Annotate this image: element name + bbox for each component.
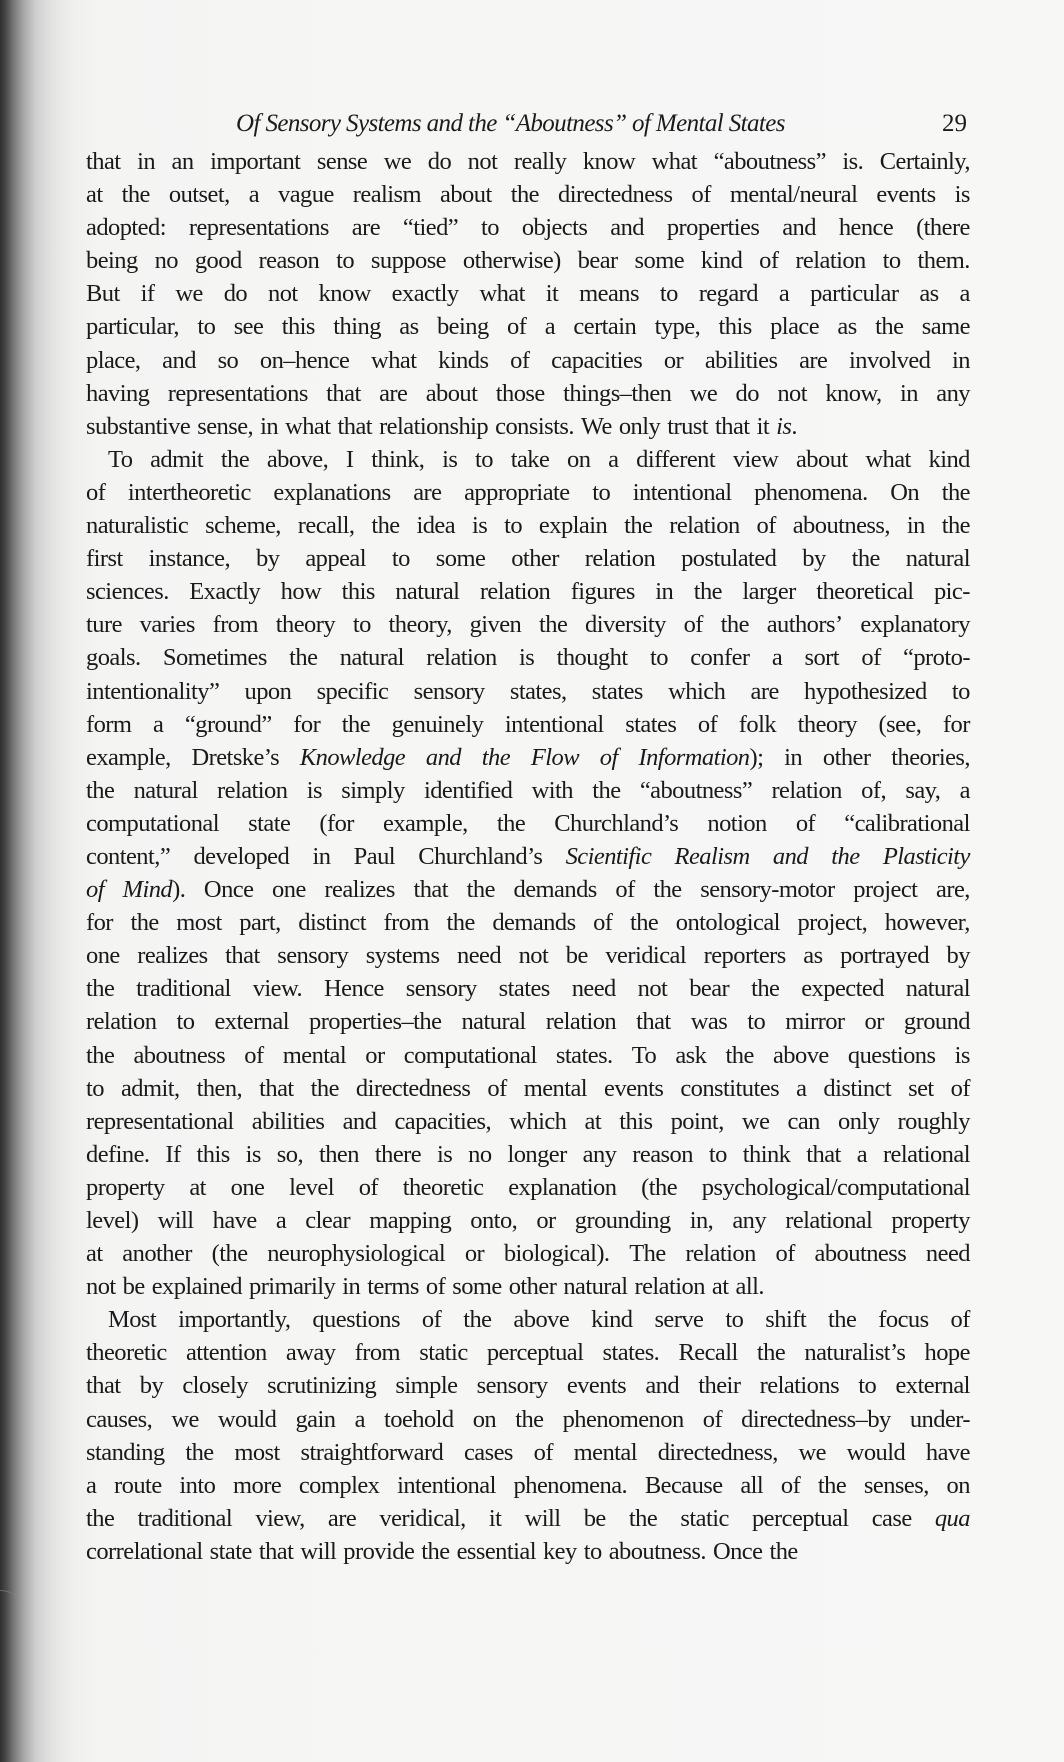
text-line: theoretic attention away from static perceptual states. Recall the naturalist’s hope <box>86 1339 970 1367</box>
text-line: one realizes that sensory systems need not be veridical reporters as portrayed by <box>86 942 970 970</box>
running-header <box>0 108 1064 144</box>
text-line: to admit, then, that the directedness of mental events constitutes a distinct set of <box>86 1074 970 1102</box>
text-line: particular, to see this thing as being of a certain type, this place as the same <box>86 313 970 341</box>
text-line: example, Dretske’s Knowledge and the Flow of Information); in other theories, <box>86 743 970 771</box>
text-line: property at one level of theoretic explanation (the psychological/computational <box>86 1173 970 1201</box>
text-line: that by closely scrutinizing simple sensory events and their relations to external <box>86 1372 970 1400</box>
body-text <box>86 145 970 1568</box>
paragraph-1 <box>86 145 970 443</box>
text-line: of Mind). Once one realizes that the demands of the sensory-motor project are, <box>86 876 970 904</box>
text-line: naturalistic scheme, recall, the idea is to explain the relation of aboutness, in the <box>86 512 970 540</box>
text-line: the natural relation is simply identified with the “aboutness” relation of, say, a <box>86 776 970 804</box>
text-line: causes, we would gain a toehold on the phenomenon of directedness–by under- <box>86 1405 970 1433</box>
text-line: representational abilities and capacities, which at this point, we can only roughly <box>86 1107 970 1135</box>
text-line: substantive sense, in what that relationship consists. We only trust that it is. <box>86 412 797 440</box>
text-line: standing the most straightforward cases of mental directedness, we would have <box>86 1438 970 1466</box>
text-line: goals. Sometimes the natural relation is thought to confer a sort of “proto- <box>86 644 970 672</box>
page-curl-mark <box>0 1590 26 1621</box>
text-line: correlational state that will provide the essential key to aboutness. Once the <box>86 1537 798 1565</box>
text-line: the traditional view, are veridical, it will be the static perceptual case qua <box>86 1504 970 1532</box>
text-line: But if we do not know exactly what it means to regard a particular as a <box>86 280 970 308</box>
text-line: at the outset, a vague realism about the directedness of mental/neural events is <box>86 181 970 209</box>
text-line: that in an important sense we do not really know what “aboutness” is. Certainly, <box>86 148 970 175</box>
text-line: computational state (for example, the Churchland’s notion of “calibrational <box>86 809 970 837</box>
text-line: first instance, by appeal to some other relation postulated by the natural <box>86 545 970 573</box>
running-title: Of Sensory Systems and the “Aboutness” of Mental States <box>236 110 785 137</box>
text-line: adopted: representations are “tied” to objects and properties and hence (there <box>86 214 970 242</box>
text-line: content,” developed in Paul Churchland’s Scientific Realism and the Plasticity <box>86 842 970 870</box>
text-line: the traditional view. Hence sensory states need not bear the expected natural <box>86 975 970 1003</box>
text-line: form a “ground” for the genuinely intentional states of folk theory (see, for <box>86 710 970 738</box>
text-line: Most importantly, questions of the above kind serve to shift the focus of <box>108 1306 970 1334</box>
text-line: To admit the above, I think, is to take on a different view about what kind <box>108 445 970 473</box>
text-line: at another (the neurophysiological or biological). The relation of aboutness need <box>86 1240 970 1268</box>
text-line: place, and so on–hence what kinds of capacities or abilities are involved in <box>86 346 970 374</box>
paragraph-2 <box>86 443 970 1303</box>
text-line: level) will have a clear mapping onto, or grounding in, any relational property <box>86 1207 970 1234</box>
text-line: of intertheoretic explanations are appropriate to intentional phenomena. On the <box>86 478 970 506</box>
text-line: define. If this is so, then there is no longer any reason to think that a relational <box>86 1140 970 1168</box>
paragraph-3 <box>86 1303 970 1568</box>
text-line: the aboutness of mental or computational states. To ask the above questions is <box>86 1041 970 1069</box>
text-line: having representations that are about those things–then we do not know, in any <box>86 379 970 407</box>
page-number: 29 <box>942 110 967 137</box>
text-line: relation to external properties–the natural relation that was to mirror or ground <box>86 1008 970 1036</box>
text-line: a route into more complex intentional phenomena. Because all of the senses, on <box>86 1471 970 1499</box>
text-line: ture varies from theory to theory, given the diversity of the authors’ explanatory <box>86 611 970 639</box>
text-line: intentionality” upon specific sensory states, states which are hypothesized to <box>86 677 970 705</box>
text-line: sciences. Exactly how this natural relation figures in the larger theoretical pic- <box>86 578 970 606</box>
text-line: for the most part, distinct from the demands of the ontological project, however, <box>86 909 970 937</box>
text-line: not be explained primarily in terms of some other natural relation at all. <box>86 1273 764 1301</box>
text-line: being no good reason to suppose otherwise) bear some kind of relation to them. <box>86 247 970 275</box>
